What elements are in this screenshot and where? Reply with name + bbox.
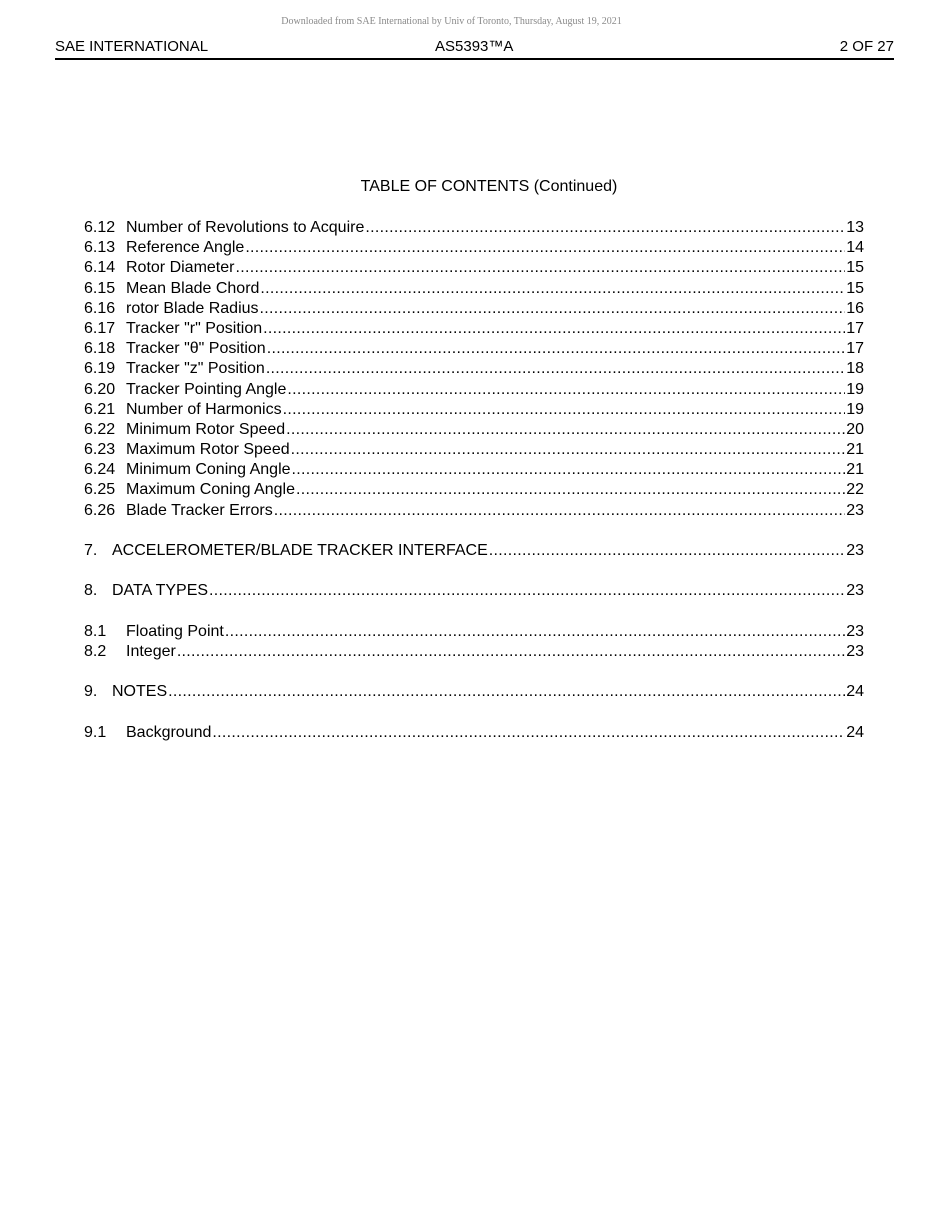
toc-entry-title: Integer: [126, 642, 176, 660]
toc-dot-leader: [287, 380, 845, 400]
toc-entry-title: Background: [126, 723, 212, 741]
toc-entry-title: Tracker "r" Position: [126, 319, 263, 337]
toc-entry-page: 18: [846, 360, 864, 378]
toc-entry-page: 14: [846, 239, 864, 257]
toc-entry[interactable]: [84, 299, 864, 319]
toc-entry[interactable]: [84, 238, 864, 258]
toc-section-number: 9.: [84, 683, 98, 701]
toc-entry[interactable]: [84, 380, 864, 400]
toc-entry-page: 23: [846, 501, 864, 519]
toc-entry-page: 23: [846, 542, 864, 559]
toc-dot-leader: [260, 279, 845, 299]
toc-entry-page: 17: [846, 340, 864, 358]
header-page-count: 2 OF 27: [839, 38, 894, 55]
toc-entry-number: 6.25: [84, 481, 116, 499]
toc-dot-leader: [263, 319, 845, 339]
toc-entry-title: Rotor Diameter: [126, 259, 235, 277]
toc-entry[interactable]: [84, 218, 864, 238]
toc-entry[interactable]: [84, 359, 864, 379]
toc-dot-leader: [274, 501, 845, 521]
toc-entry-number: 6.14: [84, 259, 116, 277]
toc-entry-page: 23: [846, 642, 864, 660]
toc-entry-number: 6.17: [84, 319, 116, 337]
toc-section-title: NOTES: [112, 683, 168, 701]
toc-entry-number: 6.15: [84, 279, 116, 297]
toc-dot-leader: [292, 460, 846, 480]
toc-entry-page: 23: [846, 582, 864, 600]
toc-section-title: DATA TYPES: [112, 582, 209, 600]
toc-entry-page: 24: [846, 723, 864, 741]
toc-entry-number: 6.13: [84, 239, 116, 257]
toc-entry-title: Blade Tracker Errors: [126, 501, 273, 519]
toc-entry-number: 6.26: [84, 501, 116, 519]
toc-entry[interactable]: [84, 622, 864, 642]
toc-dot-leader: [267, 339, 846, 359]
toc-entry-page: 23: [846, 622, 864, 640]
toc-entry[interactable]: [84, 279, 864, 299]
toc-entry[interactable]: [84, 723, 864, 743]
toc-entry-page: 24: [846, 683, 864, 701]
toc-entry-title: Floating Point: [126, 622, 224, 640]
toc-section[interactable]: [84, 581, 864, 601]
toc-entry-title: Maximum Rotor Speed: [126, 441, 290, 459]
toc-entry[interactable]: [84, 642, 864, 662]
toc-entry-title: Tracker Pointing Angle: [126, 380, 287, 398]
toc-entry[interactable]: [84, 501, 864, 521]
toc-entry[interactable]: [84, 258, 864, 278]
toc-dot-leader: [209, 581, 845, 601]
toc-entry[interactable]: [84, 339, 864, 359]
toc-entry-title: Number of Harmonics: [126, 400, 282, 418]
toc-section[interactable]: [84, 682, 864, 702]
toc-entry-number: 8.1: [84, 622, 107, 640]
toc-entry-number: 6.16: [84, 299, 116, 317]
toc-entry-page: 21: [846, 441, 864, 459]
toc-section-number: 7.: [84, 542, 98, 559]
toc-entry-number: 6.20: [84, 380, 116, 398]
toc-dot-leader: [225, 622, 845, 642]
toc-dot-leader: [260, 299, 846, 319]
toc-entry-title: Minimum Coning Angle: [126, 461, 291, 479]
toc-entry-page: 21: [846, 461, 864, 479]
toc-entry-page: 15: [846, 279, 864, 297]
toc-entry[interactable]: [84, 480, 864, 500]
toc-entry-number: 6.22: [84, 420, 116, 438]
header-doc-number: AS5393™A: [435, 38, 514, 55]
toc-entry-title: Tracker "z" Position: [126, 360, 265, 378]
toc-entry-title: Number of Revolutions to Acquire: [126, 219, 365, 236]
toc-dot-leader: [177, 642, 845, 662]
toc-entry-title: Mean Blade Chord: [126, 279, 260, 297]
toc-entry-title: Tracker "θ" Position: [126, 340, 266, 358]
toc-dot-leader: [235, 258, 845, 278]
toc-entry-number: 8.2: [84, 642, 107, 660]
header-org: SAE INTERNATIONAL: [55, 38, 209, 55]
toc-entry-page: 19: [846, 380, 864, 398]
toc-entry-page: 19: [846, 400, 864, 418]
toc-dot-leader: [168, 682, 845, 702]
toc-entry-page: 20: [846, 420, 864, 438]
toc-entry-number: 6.18: [84, 340, 116, 358]
table-of-contents: [84, 218, 864, 743]
toc-entry-number: 6.23: [84, 441, 116, 459]
download-watermark: Downloaded from SAE International by Univ of Toronto, Thursday, August 19, 2021: [281, 16, 622, 27]
toc-entry[interactable]: [84, 440, 864, 460]
toc-dot-leader: [283, 400, 846, 420]
toc-entry[interactable]: [84, 420, 864, 440]
toc-dot-leader: [286, 420, 845, 440]
toc-entry[interactable]: [84, 319, 864, 339]
toc-dot-leader: [212, 723, 845, 743]
toc-entry-page: 16: [846, 299, 864, 317]
toc-entry-number: 6.19: [84, 360, 116, 378]
toc-entry-page: 22: [846, 481, 864, 499]
toc-entry-title: rotor Blade Radius: [126, 299, 259, 317]
toc-dot-leader: [296, 480, 845, 500]
toc-entry-page: 15: [846, 259, 864, 277]
toc-entry-title: Minimum Rotor Speed: [126, 420, 286, 438]
toc-entry-number: 6.24: [84, 461, 116, 479]
toc-entry-page: 13: [846, 219, 864, 236]
toc-dot-leader: [245, 238, 845, 258]
toc-entry-title: Maximum Coning Angle: [126, 481, 295, 499]
toc-dot-leader: [291, 440, 846, 460]
toc-entry-number: 6.21: [84, 400, 116, 418]
toc-title: TABLE OF CONTENTS (Continued): [360, 178, 618, 195]
toc-section-number: 8.: [84, 582, 98, 600]
toc-entry-number: 9.1: [84, 723, 107, 741]
toc-dot-leader: [365, 218, 845, 238]
toc-entry-number: 6.12: [84, 219, 116, 236]
page-header: [55, 38, 894, 60]
toc-entry-title: Reference Angle: [126, 239, 245, 257]
toc-section-title: ACCELEROMETER/BLADE TRACKER INTERFACE: [112, 542, 488, 559]
toc-section[interactable]: [84, 541, 864, 561]
toc-entry[interactable]: [84, 460, 864, 480]
toc-entry[interactable]: [84, 400, 864, 420]
toc-dot-leader: [266, 359, 845, 379]
toc-dot-leader: [489, 541, 845, 561]
toc-entry-page: 17: [846, 319, 864, 337]
